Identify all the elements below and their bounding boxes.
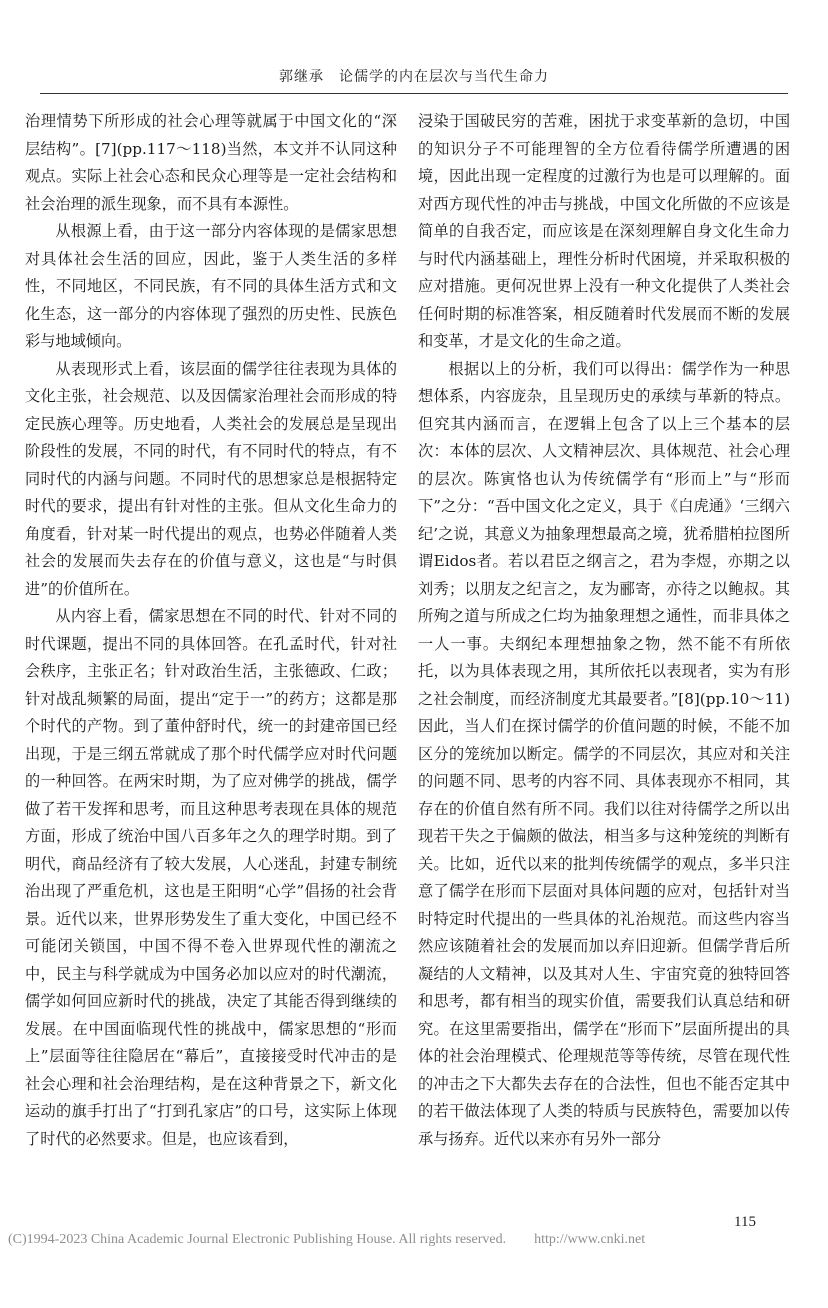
paragraph: 从内容上看，儒家思想在不同的时代、针对不同的时代课题，提出不同的具体回答。在孔孟时代，针对社会秩序，主张正名；针对政治生活，主张德政、仁政；针对战乱频繁的局面，提出“定于一”的药方；这都是那个时代的产物。到了董仲舒时代，统一的封建帝国已经出现，于是三纲五常就成了那个时代儒学应对时代问题的一种回答。在两宋时期，为了应对佛学的挑战，儒学做了若干发挥和思考，而且这种思考表现在具体的规范方面，形成了统治中国八百多年之久的理学时期。到了明代，商品经济有了较大发展，人心迷乱，封建专制统治出现了严重危机，这也是王阳明“心学”倡扬的社会背景。近代以来，世界形势发生了重大变化，中国已经不可能闭关锁国，中国不得不卷入世界现代性的潮流之中，民主与科学就成为中国务必加以应对的时代潮流，儒学如何回应新时代的挑战，决定了其能否得到继续的发展。在中国面临现代性的挑战中，儒家思想的“形而上”层面等往往隐居在“幕后”，直接接受时代冲击的是社会心理和社会治理结构，是在这种背景之下，新文化运动的旗手打出了“打到孔家店”的口号，这实际上体现了时代的必然要求。但是，也应该看到， (25, 607, 397, 1148)
right-column (418, 108, 790, 1208)
paragraph: 治理情势下所形成的社会心理等就属于中国文化的“深层结构”。[7](pp.117～118)当然，本文并不认同这种观点。实际上社会心态和民众心理等是一定社会结构和社会治理的派生现象，而不具有本源性。 (25, 112, 397, 213)
paragraph: 从根源上看，由于这一部分内容体现的是儒家思想对具体社会生活的回应，因此，鉴于人类生活的多样性，不同地区，不同民族，有不同的具体生活方式和文化生态，这一部分的内容体现了强烈的历史性、民族色彩与地域倾向。 (25, 222, 397, 350)
header-rule (40, 93, 788, 94)
page-number: 115 (734, 1214, 756, 1230)
running-header: 郭继承 论儒学的内在层次与当代生命力 (279, 69, 549, 85)
paragraph: 浸染于国破民穷的苦难，困扰于求变革新的急切，中国的知识分子不可能理智的全方位看待儒学所遭遇的困境，因此出现一定程度的过激行为也是可以理解的。面对西方现代性的冲击与挑战，中国文化所做的不应该是简单的自我否定，而应该是在深刻理解自身文化生命力与时代内涵基础上，理性分析时代困境，并采取积极的应对措施。更何况世界上没有一种文化提供了人类社会任何时期的标准答案，相反随着时代发展而不断的发展和变革，才是文化的生命之道。 (418, 112, 790, 350)
paragraph: 从表现形式上看，该层面的儒学往往表现为具体的文化主张，社会规范、以及因儒家治理社会而形成的特定民族心理等。历史地看，人类社会的发展总是呈现出阶段性的发展，不同的时代，有不同时代的特点，有不同时代的内涵与问题。不同时代的思想家总是根据特定时代的要求，提出有针对性的主张。但从文化生命力的角度看，针对某一时代提出的观点，也势必伴随着人类社会的发展而失去存在的价值与意义，这也是“与时俱进”的价值所在。 (25, 359, 397, 598)
copyright-footer: (C)1994-2023 China Academic Journal Electronic Publishing House. All rights reserved. http://www.cnki.net (8, 1232, 646, 1247)
left-column (25, 108, 397, 1208)
paragraph: 根据以上的分析，我们可以得出：儒学作为一种思想体系，内容庞杂，且呈现历史的承续与革新的特点。但究其内涵而言，在逻辑上包含了以上三个基本的层次：本体的层次、人文精神层次、具体规范、社会心理的层次。陈寅恪也认为传统儒学有“形而上”与“形而下”之分：“吾中国文化之定义，具于《白虎通》‘三纲六纪’之说，其意义为抽象理想最高之境，犹希腊柏拉图所谓Eidos者。若以君臣之纲言之，君为李煜，亦期之以刘秀；以朋友之纪言之，友为郦寄，亦待之以鲍叔。其所殉之道与所成之仁均为抽象理想之通性，而非具体之一人一事。夫纲纪本理想抽象之物，然不能不有所依托，以为具体表现之用，其所依托以表现者，实为有形之社会制度，而经济制度尤其最要者。”[8](pp.10～11)因此，当人们在探讨儒学的价值问题的时候，不能不加区分的笼统加以断定。儒学的不同层次，其应对和关注的问题不同、思考的内容不同、具体表现亦不相同，其存在的价值自然有所不同。我们以往对待儒学之所以出现若干失之于偏颇的做法，相当多与这种笼统的判断有关。比如，近代以来的批判传统儒学的观点，多半只注意了儒学在形而下层面对具体问题的应对，包括针对当时特定时代提出的一些具体的礼治规范。而这些内容当然应该随着社会的发展而加以弃旧迎新。但儒学背后所凝结的人文精神，以及其对人生、宇宙究竟的独特回答和思考，都有相当的现实价值，需要我们认真总结和研究。在这里需要指出，儒学在“形而下”层面所提出的具体的社会治理模式、伦理规范等等传统，尽管在现代性的冲击之下大都失去存在的合法性，但也不能否定其中的若干做法体现了人类的特质与民族特色，需要加以传承与扬弃。近代以来亦有另外一部分 (418, 359, 790, 1148)
